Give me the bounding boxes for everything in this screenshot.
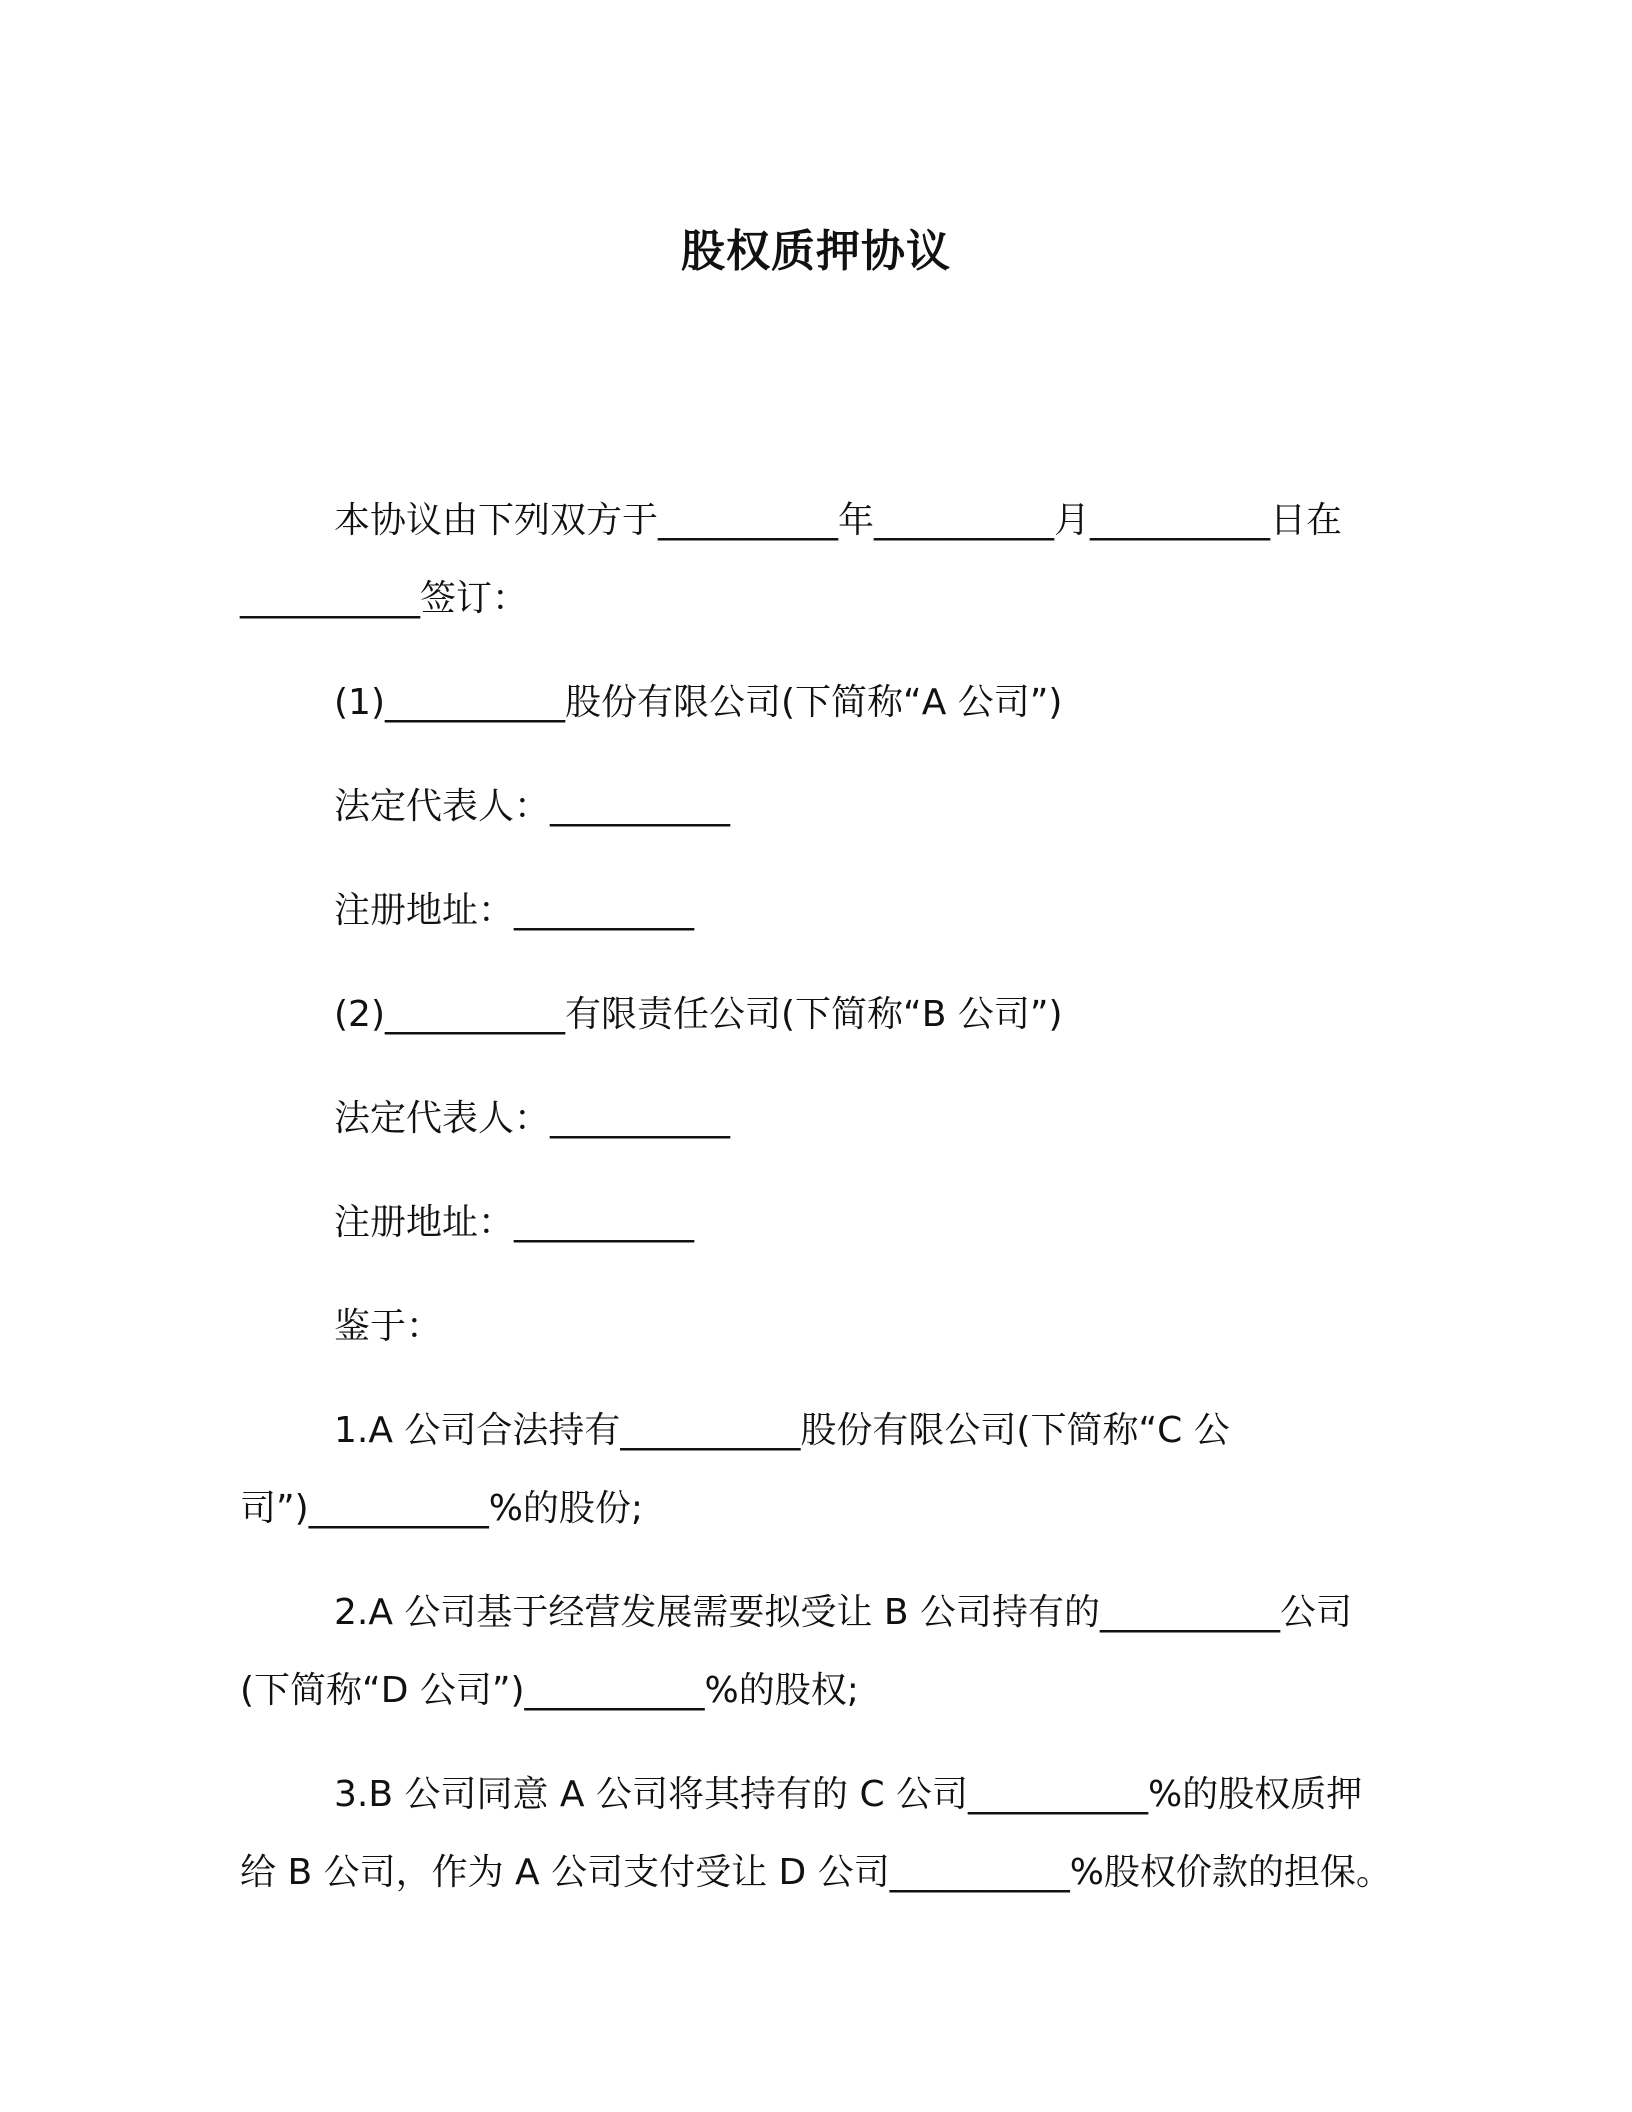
recital-2-line-2: (下简称“D 公司”)__________%的股权; bbox=[240, 1670, 859, 1711]
intro-line-2: __________签订： bbox=[240, 578, 529, 619]
recital-1-line-1: 1.A 公司合法持有__________股份有限公司(下简称“C 公 bbox=[334, 1410, 1230, 1451]
document-title: 股权质押协议 bbox=[681, 226, 951, 277]
party-b-representative: 法定代表人：__________ bbox=[334, 1098, 731, 1139]
party-a-name: (1)__________股份有限公司(下简称“A 公司”) bbox=[334, 682, 1063, 723]
recital-2-line-1: 2.A 公司基于经营发展需要拟受让 B 公司持有的__________公司 bbox=[334, 1592, 1353, 1633]
party-a-address: 注册地址：__________ bbox=[334, 890, 695, 931]
party-b-address: 注册地址：__________ bbox=[334, 1202, 695, 1243]
whereas-heading: 鉴于： bbox=[334, 1306, 443, 1347]
recital-3-line-2: 给 B 公司，作为 A 公司支付受让 D 公司__________%股权价款的担保。 bbox=[240, 1852, 1392, 1893]
party-b-name: (2)__________有限责任公司(下简称“B 公司”) bbox=[334, 994, 1063, 1035]
recital-1-line-2: 司”)__________%的股份; bbox=[240, 1488, 644, 1529]
party-a-representative: 法定代表人：__________ bbox=[334, 786, 731, 827]
recital-3-line-1: 3.B 公司同意 A 公司将其持有的 C 公司__________%的股权质押 bbox=[334, 1774, 1363, 1815]
intro-line-1: 本协议由下列双方于__________年__________月__________日在 bbox=[334, 500, 1343, 541]
